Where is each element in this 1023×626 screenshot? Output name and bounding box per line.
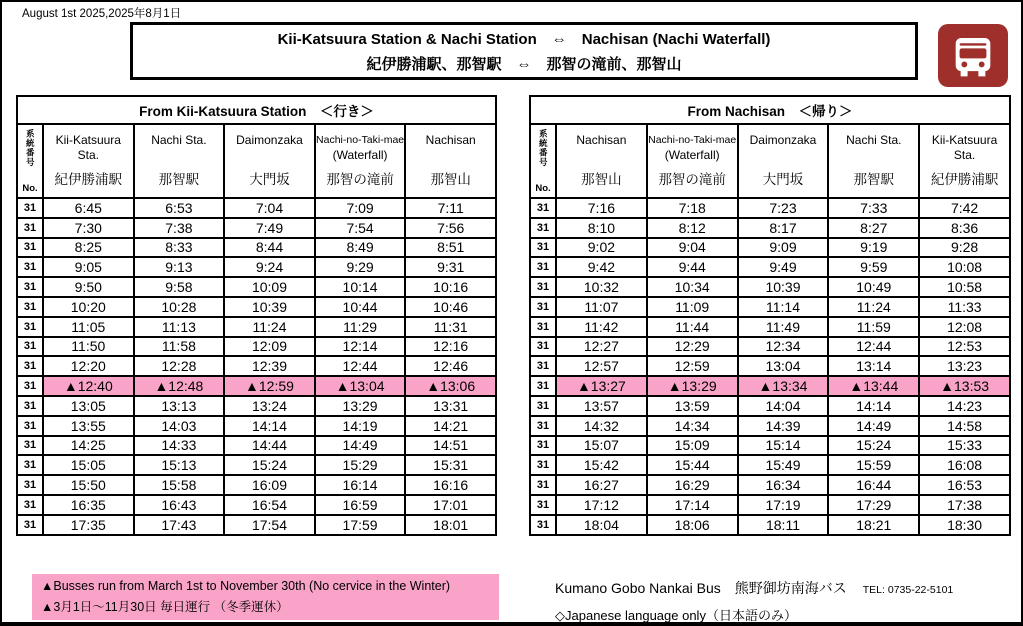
- time-cell: 12:29: [647, 337, 738, 357]
- route-number-cell: 31: [530, 436, 556, 456]
- timetable-row: [17, 455, 496, 475]
- time-cell: 6:45: [43, 198, 134, 218]
- page-title-jp: 紀伊勝浦駅、那智駅 ⇔ 那智の滝前、那智山: [366, 55, 682, 73]
- time-cell: 14:23: [919, 396, 1010, 416]
- time-cell: 14:34: [647, 416, 738, 436]
- time-cell: 11:29: [315, 317, 406, 337]
- route-number-header-en: No.: [22, 183, 38, 194]
- time-cell: 16:34: [738, 475, 829, 495]
- time-cell: 13:04: [738, 356, 829, 376]
- timetable-row: [17, 257, 496, 277]
- time-cell: 7:30: [43, 218, 134, 238]
- route-number-header: [17, 124, 43, 198]
- timetable-row: [17, 297, 496, 317]
- stop-name-jp: 紀伊勝浦駅: [930, 172, 999, 187]
- time-cell: 12:57: [556, 356, 647, 376]
- time-cell: 9:24: [224, 257, 315, 277]
- stop-name-en: Nachi Sta.: [846, 133, 902, 147]
- outbound-timetable: [16, 95, 497, 536]
- bus-icon: [938, 24, 1008, 87]
- route-number-cell: 31: [17, 198, 43, 218]
- time-cell: 17:35: [43, 515, 134, 535]
- time-cell: 8:44: [224, 238, 315, 258]
- time-cell: 12:44: [828, 337, 919, 357]
- time-cell: 13:14: [828, 356, 919, 376]
- stop-name-jp: 那智山: [581, 172, 622, 187]
- time-cell: 7:23: [738, 198, 829, 218]
- time-cell: 16:35: [43, 495, 134, 515]
- stop-name-en: Nachisan: [576, 133, 627, 147]
- route-number-cell: 31: [530, 277, 556, 297]
- time-cell: 17:59: [315, 515, 406, 535]
- stop-name-en: Daimonzaka: [749, 133, 817, 147]
- time-cell: 14:44: [224, 436, 315, 456]
- time-cell: 12:08: [919, 317, 1010, 337]
- route-number-cell: 31: [17, 416, 43, 436]
- timetable-row: [530, 257, 1010, 277]
- time-cell: 10:34: [647, 277, 738, 297]
- time-cell: 11:42: [556, 317, 647, 337]
- time-cell: 8:36: [919, 218, 1010, 238]
- route-number-cell: 31: [530, 455, 556, 475]
- time-cell: 15:31: [405, 455, 496, 475]
- time-cell: 13:13: [134, 396, 225, 416]
- time-cell: 10:58: [919, 277, 1010, 297]
- timetable-row: [17, 475, 496, 495]
- stop-name-en-sub: (Waterfall): [332, 148, 388, 163]
- stop-column-header: [224, 124, 315, 198]
- time-cell: 7:56: [405, 218, 496, 238]
- time-cell: 13:05: [43, 396, 134, 416]
- language-note: ◇Japanese language only（日本語のみ）: [555, 608, 797, 623]
- time-cell: 10:32: [556, 277, 647, 297]
- stop-name-en: Nachi-no-Taki-mae: [316, 134, 405, 146]
- time-cell: 18:06: [647, 515, 738, 535]
- time-cell: 18:21: [828, 515, 919, 535]
- time-cell: 9:59: [828, 257, 919, 277]
- time-cell: 17:14: [647, 495, 738, 515]
- time-cell: 9:19: [828, 238, 919, 258]
- time-cell: 14:21: [405, 416, 496, 436]
- time-cell: 11:24: [224, 317, 315, 337]
- time-cell: 9:09: [738, 238, 829, 258]
- time-cell: 17:12: [556, 495, 647, 515]
- time-cell: 8:27: [828, 218, 919, 238]
- time-cell: 18:11: [738, 515, 829, 535]
- time-cell: 7:04: [224, 198, 315, 218]
- stop-name-jp: 那智の滝前: [326, 172, 394, 187]
- route-number-cell: 31: [17, 337, 43, 357]
- time-cell: 9:13: [134, 257, 225, 277]
- time-cell: 16:43: [134, 495, 225, 515]
- time-cell: 11:59: [828, 317, 919, 337]
- time-cell: 9:31: [405, 257, 496, 277]
- time-cell: 16:27: [556, 475, 647, 495]
- time-cell: 14:32: [556, 416, 647, 436]
- time-cell: 15:44: [647, 455, 738, 475]
- time-cell: 11:58: [134, 337, 225, 357]
- stop-name-jp: 那智山: [430, 172, 471, 187]
- time-cell: 14:49: [828, 416, 919, 436]
- stop-column-header: [919, 124, 1010, 198]
- page-title-en: Kii-Katsuura Station & Nachi Station ⇔ Nachisan (Nachi Waterfall): [277, 31, 771, 49]
- date-line: August 1st 2025,2025年8月1日: [22, 8, 182, 20]
- stop-name-en: Kii-Katsuura Sta.: [931, 133, 998, 162]
- time-cell: 15:24: [224, 455, 315, 475]
- route-number-cell: 31: [530, 475, 556, 495]
- time-cell: 18:30: [919, 515, 1010, 535]
- time-cell: 9:44: [647, 257, 738, 277]
- stop-column-header: [647, 124, 738, 198]
- timetable-row: [530, 455, 1010, 475]
- route-number-header-jp: 系統番号: [538, 129, 549, 167]
- stop-name-en: Nachi Sta.: [151, 133, 207, 147]
- time-cell: 16:16: [405, 475, 496, 495]
- time-cell: 14:14: [224, 416, 315, 436]
- seasonal-service-note: [32, 574, 499, 620]
- time-cell: 12:34: [738, 337, 829, 357]
- route-number-cell: 31: [530, 515, 556, 535]
- time-cell: 7:11: [405, 198, 496, 218]
- timetable-row: [530, 515, 1010, 535]
- table-title: From Kii-Katsuura Station ＜行き＞: [17, 96, 496, 124]
- time-cell: 17:38: [919, 495, 1010, 515]
- time-cell: 7:18: [647, 198, 738, 218]
- time-cell: 14:58: [919, 416, 1010, 436]
- time-cell: 11:49: [738, 317, 829, 337]
- time-cell: 12:20: [43, 356, 134, 376]
- time-cell: 15:29: [315, 455, 406, 475]
- timetable-row: [17, 218, 496, 238]
- route-number-cell: 31: [17, 277, 43, 297]
- timetable-row: [530, 218, 1010, 238]
- time-cell: 14:03: [134, 416, 225, 436]
- time-cell: 11:24: [828, 297, 919, 317]
- timetable-row: [17, 317, 496, 337]
- route-number-cell: 31: [530, 218, 556, 238]
- time-cell: 9:05: [43, 257, 134, 277]
- time-cell: 14:39: [738, 416, 829, 436]
- timetable-row: [530, 337, 1010, 357]
- time-cell: 9:29: [315, 257, 406, 277]
- time-cell: 10:16: [405, 277, 496, 297]
- time-cell: 16:54: [224, 495, 315, 515]
- time-cell: 13:31: [405, 396, 496, 416]
- time-cell: 18:04: [556, 515, 647, 535]
- route-number-cell: 31: [17, 257, 43, 277]
- time-cell: ▲13:06: [405, 376, 496, 396]
- timetable-row: [17, 436, 496, 456]
- stop-name-en: Kii-Katsuura Sta.: [55, 133, 121, 162]
- seasonal-note-jp: ▲3月1日～11月30日 毎日運行 （冬季運休）: [41, 600, 289, 615]
- time-cell: 10:49: [828, 277, 919, 297]
- time-cell: 6:53: [134, 198, 225, 218]
- route-number-header-en: No.: [535, 183, 551, 194]
- time-cell: 11:05: [43, 317, 134, 337]
- route-number-cell: 31: [17, 455, 43, 475]
- time-cell: 8:51: [405, 238, 496, 258]
- route-number-cell: 31: [530, 356, 556, 376]
- time-cell: 13:23: [919, 356, 1010, 376]
- timetable-row: [530, 297, 1010, 317]
- time-cell: 15:33: [919, 436, 1010, 456]
- stop-name-en: Daimonzaka: [236, 133, 303, 147]
- timetable-row: [530, 356, 1010, 376]
- time-cell: 11:50: [43, 337, 134, 357]
- time-cell: 12:09: [224, 337, 315, 357]
- timetable-row: [17, 515, 496, 535]
- timetable-row: [530, 416, 1010, 436]
- time-cell: 11:09: [647, 297, 738, 317]
- time-cell: 8:33: [134, 238, 225, 258]
- time-cell: 15:49: [738, 455, 829, 475]
- time-cell: 15:24: [828, 436, 919, 456]
- route-number-cell: 31: [530, 317, 556, 337]
- stop-column-header: [43, 124, 134, 198]
- time-cell: 14:14: [828, 396, 919, 416]
- time-cell: ▲13:04: [315, 376, 406, 396]
- time-cell: 11:31: [405, 317, 496, 337]
- time-cell: 7:42: [919, 198, 1010, 218]
- time-cell: 17:54: [224, 515, 315, 535]
- time-cell: 17:01: [405, 495, 496, 515]
- time-cell: 14:51: [405, 436, 496, 456]
- time-cell: 12:39: [224, 356, 315, 376]
- table-title: From Nachisan ＜帰り＞: [530, 96, 1010, 124]
- timetable-row: [17, 198, 496, 218]
- stop-column-header: [405, 124, 496, 198]
- time-cell: 13:57: [556, 396, 647, 416]
- time-cell: 13:29: [315, 396, 406, 416]
- time-cell: 15:05: [43, 455, 134, 475]
- time-cell: 8:25: [43, 238, 134, 258]
- time-cell: 15:09: [647, 436, 738, 456]
- time-cell: 13:55: [43, 416, 134, 436]
- time-cell: 10:14: [315, 277, 406, 297]
- route-number-cell: 31: [17, 376, 43, 396]
- timetable-row: [17, 277, 496, 297]
- timetable-row: [530, 238, 1010, 258]
- timetable-row: [530, 376, 1010, 396]
- stop-name-en-sub: (Waterfall): [664, 148, 720, 163]
- time-cell: 15:42: [556, 455, 647, 475]
- time-cell: 17:29: [828, 495, 919, 515]
- time-cell: 18:01: [405, 515, 496, 535]
- timetable-row: [530, 475, 1010, 495]
- route-number-cell: 31: [17, 218, 43, 238]
- time-cell: 16:29: [647, 475, 738, 495]
- time-cell: 7:33: [828, 198, 919, 218]
- time-cell: 13:24: [224, 396, 315, 416]
- route-number-cell: 31: [17, 396, 43, 416]
- time-cell: ▲12:59: [224, 376, 315, 396]
- time-cell: ▲13:44: [828, 376, 919, 396]
- timetable-row: [530, 495, 1010, 515]
- time-cell: 12:44: [315, 356, 406, 376]
- time-cell: 15:13: [134, 455, 225, 475]
- time-cell: 12:14: [315, 337, 406, 357]
- time-cell: 9:02: [556, 238, 647, 258]
- time-cell: 12:16: [405, 337, 496, 357]
- time-cell: 16:08: [919, 455, 1010, 475]
- stop-name-jp: 紀伊勝浦駅: [54, 172, 123, 187]
- stop-name-jp: 那智駅: [853, 172, 895, 187]
- time-cell: 12:28: [134, 356, 225, 376]
- time-cell: 12:27: [556, 337, 647, 357]
- time-cell: ▲13:27: [556, 376, 647, 396]
- time-cell: 9:28: [919, 238, 1010, 258]
- time-cell: 14:19: [315, 416, 406, 436]
- time-cell: 12:53: [919, 337, 1010, 357]
- timetable-row: [530, 317, 1010, 337]
- time-cell: 10:39: [738, 277, 829, 297]
- route-number-cell: 31: [17, 238, 43, 258]
- operator-name: Kumano Gobo Nankai Bus 熊野御坊南海バス: [555, 580, 847, 596]
- time-cell: ▲13:53: [919, 376, 1010, 396]
- time-cell: 16:14: [315, 475, 406, 495]
- time-cell: 14:33: [134, 436, 225, 456]
- route-number-cell: 31: [530, 257, 556, 277]
- time-cell: ▲13:29: [647, 376, 738, 396]
- timetable-row: [530, 436, 1010, 456]
- timetable-row: [17, 356, 496, 376]
- time-cell: 16:44: [828, 475, 919, 495]
- time-cell: 16:09: [224, 475, 315, 495]
- time-cell: 10:20: [43, 297, 134, 317]
- operator-phone: TEL: 0735-22-5101: [862, 584, 954, 596]
- route-number-cell: 31: [530, 416, 556, 436]
- time-cell: 9:42: [556, 257, 647, 277]
- timetable-row: [17, 238, 496, 258]
- route-number-cell: 31: [530, 297, 556, 317]
- return-timetable: [529, 95, 1011, 536]
- time-cell: 7:38: [134, 218, 225, 238]
- time-cell: ▲12:48: [134, 376, 225, 396]
- timetable-row: [17, 495, 496, 515]
- time-cell: 11:44: [647, 317, 738, 337]
- route-number-cell: 31: [530, 198, 556, 218]
- stop-name-en: Nachi-no-Taki-mae: [648, 134, 737, 146]
- time-cell: 15:50: [43, 475, 134, 495]
- time-cell: 8:12: [647, 218, 738, 238]
- stop-column-header: [828, 124, 919, 198]
- time-cell: 16:53: [919, 475, 1010, 495]
- timetables-container: [16, 95, 1011, 535]
- timetable-row: [17, 376, 496, 396]
- time-cell: 10:08: [919, 257, 1010, 277]
- time-cell: 14:04: [738, 396, 829, 416]
- time-cell: 11:14: [738, 297, 829, 317]
- time-cell: 11:07: [556, 297, 647, 317]
- route-number-cell: 31: [17, 515, 43, 535]
- time-cell: 16:59: [315, 495, 406, 515]
- time-cell: 12:46: [405, 356, 496, 376]
- time-cell: 10:09: [224, 277, 315, 297]
- timetable-row: [17, 396, 496, 416]
- timetable-row: [530, 277, 1010, 297]
- time-cell: 14:49: [315, 436, 406, 456]
- route-number-cell: 31: [530, 495, 556, 515]
- time-cell: 7:16: [556, 198, 647, 218]
- stop-name-jp: 大門坂: [249, 172, 290, 187]
- time-cell: ▲13:34: [738, 376, 829, 396]
- route-number-cell: 31: [17, 436, 43, 456]
- time-cell: 8:49: [315, 238, 406, 258]
- route-number-cell: 31: [17, 475, 43, 495]
- time-cell: 13:59: [647, 396, 738, 416]
- stop-column-header: [134, 124, 225, 198]
- time-cell: 8:10: [556, 218, 647, 238]
- stop-name-en: Nachisan: [425, 133, 476, 147]
- time-cell: 9:50: [43, 277, 134, 297]
- seasonal-note-en: ▲Busses run from March 1st to November 30th (No cervice in the Winter): [41, 578, 451, 593]
- time-cell: 9:04: [647, 238, 738, 258]
- time-cell: 10:46: [405, 297, 496, 317]
- stop-column-header: [556, 124, 647, 198]
- time-cell: 7:54: [315, 218, 406, 238]
- time-cell: 9:49: [738, 257, 829, 277]
- time-cell: 15:58: [134, 475, 225, 495]
- time-cell: 15:14: [738, 436, 829, 456]
- time-cell: 10:28: [134, 297, 225, 317]
- stop-name-jp: 那智の滝前: [658, 172, 726, 187]
- route-number-cell: 31: [530, 376, 556, 396]
- time-cell: 11:13: [134, 317, 225, 337]
- route-number-cell: 31: [17, 317, 43, 337]
- route-number-cell: 31: [530, 337, 556, 357]
- route-number-cell: 31: [17, 356, 43, 376]
- timetable-row: [530, 396, 1010, 416]
- operator-info: [555, 578, 953, 624]
- time-cell: 15:59: [828, 455, 919, 475]
- time-cell: 17:43: [134, 515, 225, 535]
- time-cell: 14:25: [43, 436, 134, 456]
- stop-column-header: [315, 124, 406, 198]
- stop-name-jp: 那智駅: [158, 172, 200, 187]
- route-number-cell: 31: [530, 238, 556, 258]
- route-number-header-jp: 系統番号: [25, 129, 36, 167]
- route-number-cell: 31: [17, 495, 43, 515]
- time-cell: 8:17: [738, 218, 829, 238]
- time-cell: 11:33: [919, 297, 1010, 317]
- time-cell: 10:39: [224, 297, 315, 317]
- time-cell: 7:49: [224, 218, 315, 238]
- route-number-cell: 31: [530, 396, 556, 416]
- timetable-row: [530, 198, 1010, 218]
- time-cell: 9:58: [134, 277, 225, 297]
- route-number-cell: 31: [17, 297, 43, 317]
- time-cell: 15:07: [556, 436, 647, 456]
- timetable-row: [17, 337, 496, 357]
- time-cell: 7:09: [315, 198, 406, 218]
- time-cell: 12:59: [647, 356, 738, 376]
- time-cell: ▲12:40: [43, 376, 134, 396]
- time-cell: 17:19: [738, 495, 829, 515]
- time-cell: 10:44: [315, 297, 406, 317]
- stop-column-header: [738, 124, 829, 198]
- stop-name-jp: 大門坂: [762, 172, 804, 187]
- timetable-row: [17, 416, 496, 436]
- route-number-header: [530, 124, 556, 198]
- title-box: [130, 22, 918, 80]
